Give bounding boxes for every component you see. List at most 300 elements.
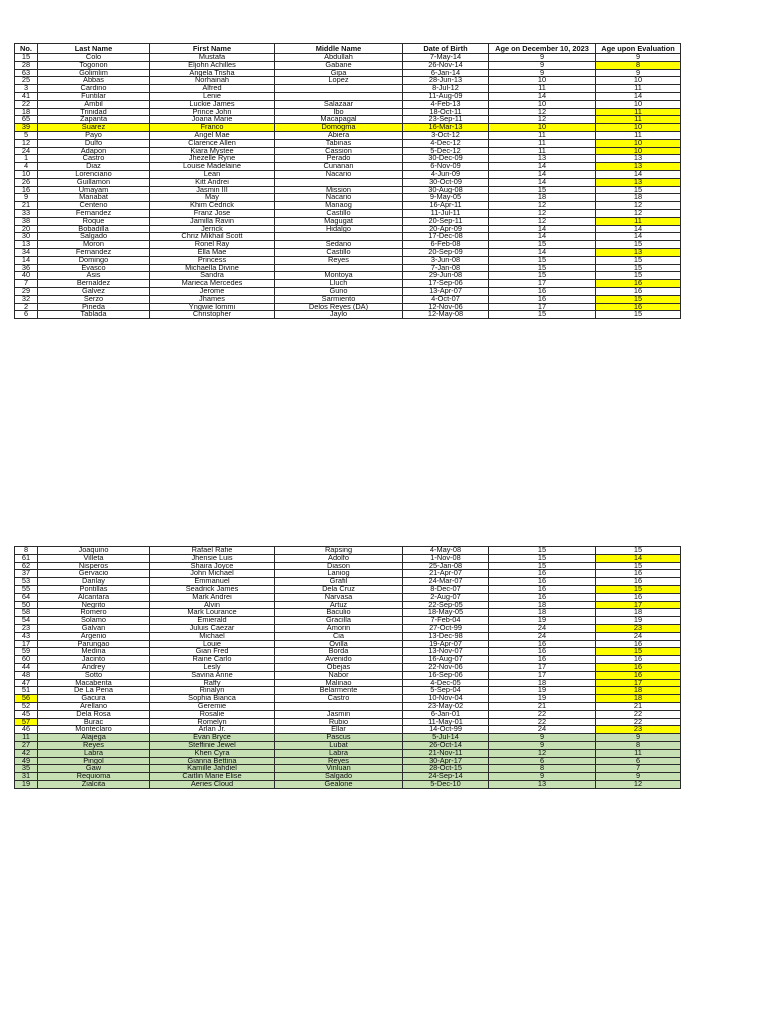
cell-first-name: Aeries Cloud	[150, 780, 275, 788]
cell-age-evaluation: 12	[596, 202, 681, 210]
cell-middle-name: Lopez	[275, 77, 403, 85]
cell-middle-name: Gabane	[275, 61, 403, 69]
cell-middle-name: Gipa	[275, 69, 403, 77]
cell-last-name: Asis	[38, 272, 150, 280]
table-row	[15, 640, 681, 648]
cell-last-name: De La Pena	[38, 687, 150, 695]
cell-age-evaluation: 22	[596, 710, 681, 718]
cell-date-of-birth: 29-Jun-08	[403, 272, 489, 280]
table-row	[15, 585, 681, 593]
cell-middle-name: Sarmiento	[275, 295, 403, 303]
cell-no: 52	[15, 702, 38, 710]
table-row	[15, 663, 681, 671]
cell-age-evaluation: 13	[596, 163, 681, 171]
cell-date-of-birth: 4-Oct-07	[403, 295, 489, 303]
cell-last-name: Nisperos	[38, 562, 150, 570]
cell-middle-name: Pascus	[275, 734, 403, 742]
cell-date-of-birth: 22-Sep-05	[403, 601, 489, 609]
table-row	[15, 241, 681, 249]
cell-age-evaluation: 16	[596, 280, 681, 288]
cell-date-of-birth: 6-Nov-09	[403, 163, 489, 171]
cell-age-dec-2023: 16	[489, 570, 596, 578]
table-row	[15, 116, 681, 124]
cell-age-dec-2023: 24	[489, 632, 596, 640]
table-row	[15, 92, 681, 100]
cell-middle-name: Labra	[275, 749, 403, 757]
table-row	[15, 687, 681, 695]
cell-age-evaluation: 16	[596, 640, 681, 648]
header-row	[15, 44, 681, 54]
cell-date-of-birth: 5-Sep-04	[403, 687, 489, 695]
cell-date-of-birth: 6-Jan-01	[403, 710, 489, 718]
cell-age-dec-2023: 16	[489, 640, 596, 648]
cell-first-name: Evan Bryce	[150, 734, 275, 742]
cell-age-evaluation: 18	[596, 194, 681, 202]
table-row	[15, 186, 681, 194]
header-no: No.	[15, 44, 38, 54]
cell-first-name: Michaella Divine	[150, 264, 275, 272]
header-age-dec-2023: Age on December 10, 2023	[489, 44, 596, 54]
cell-first-name: Seadrick James	[150, 585, 275, 593]
cell-last-name: Centeno	[38, 202, 150, 210]
cell-age-evaluation: 13	[596, 178, 681, 186]
table-row	[15, 264, 681, 272]
cell-age-evaluation: 15	[596, 585, 681, 593]
table-row	[15, 609, 681, 617]
header-date-of-birth: Date of Birth	[403, 44, 489, 54]
cell-age-evaluation: 16	[596, 287, 681, 295]
cell-age-evaluation: 19	[596, 617, 681, 625]
cell-date-of-birth: 11-May-01	[403, 718, 489, 726]
cell-age-evaluation: 10	[596, 147, 681, 155]
header-first-name: First Name	[150, 44, 275, 54]
cell-first-name: Jhames	[150, 295, 275, 303]
cell-middle-name: Nabor	[275, 671, 403, 679]
table-row	[15, 77, 681, 85]
table-row	[15, 656, 681, 664]
cell-age-evaluation: 10	[596, 100, 681, 108]
cell-age-dec-2023: 19	[489, 695, 596, 703]
cell-middle-name: Ellar	[275, 726, 403, 734]
table-row	[15, 632, 681, 640]
cell-first-name: Clarence Allen	[150, 139, 275, 147]
cell-age-evaluation: 11	[596, 217, 681, 225]
cell-last-name: Bobadilla	[38, 225, 150, 233]
cell-no: 37	[15, 570, 38, 578]
cell-age-evaluation: 15	[596, 241, 681, 249]
cell-middle-name: Gracilla	[275, 617, 403, 625]
cell-first-name: Jhensie Luis	[150, 554, 275, 562]
cell-age-dec-2023: 14	[489, 225, 596, 233]
cell-last-name: Togonon	[38, 61, 150, 69]
cell-age-dec-2023: 24	[489, 726, 596, 734]
cell-age-dec-2023: 14	[489, 163, 596, 171]
cell-date-of-birth: 7-May-14	[403, 54, 489, 62]
table-row	[15, 209, 681, 217]
cell-age-dec-2023: 12	[489, 217, 596, 225]
table-row	[15, 562, 681, 570]
cell-age-dec-2023: 24	[489, 624, 596, 632]
cell-age-evaluation: 18	[596, 687, 681, 695]
table-row	[15, 233, 681, 241]
table-row	[15, 202, 681, 210]
cell-middle-name: Hidalgo	[275, 225, 403, 233]
cell-middle-name	[275, 702, 403, 710]
cell-first-name: Sophia Bianca	[150, 695, 275, 703]
cell-no: 13	[15, 241, 38, 249]
cell-middle-name: Castillo	[275, 248, 403, 256]
table-row	[15, 702, 681, 710]
cell-age-evaluation: 13	[596, 248, 681, 256]
cell-age-dec-2023: 17	[489, 280, 596, 288]
cell-middle-name: Cia	[275, 632, 403, 640]
cell-age-evaluation: 23	[596, 726, 681, 734]
cell-first-name: Mark Andrei	[150, 593, 275, 601]
cell-date-of-birth: 13-Apr-07	[403, 287, 489, 295]
cell-age-evaluation: 15	[596, 264, 681, 272]
table-row	[15, 734, 681, 742]
cell-no: 59	[15, 648, 38, 656]
cell-no: 51	[15, 687, 38, 695]
cell-date-of-birth: 5-Dec-10	[403, 780, 489, 788]
cell-no: 58	[15, 609, 38, 617]
cell-no: 42	[15, 749, 38, 757]
cell-first-name: Arlan Jr.	[150, 726, 275, 734]
cell-age-dec-2023: 11	[489, 131, 596, 139]
cell-date-of-birth: 13-Nov-07	[403, 648, 489, 656]
cell-date-of-birth: 28-Oct-15	[403, 765, 489, 773]
cell-first-name: Rosalie	[150, 710, 275, 718]
cell-first-name: Lean	[150, 170, 275, 178]
cell-middle-name: Ovilla	[275, 640, 403, 648]
cell-no: 50	[15, 601, 38, 609]
cell-last-name: Pingol	[38, 757, 150, 765]
cell-age-dec-2023: 15	[489, 186, 596, 194]
table-row	[15, 108, 681, 116]
cell-no: 44	[15, 663, 38, 671]
cell-no: 20	[15, 225, 38, 233]
cell-age-evaluation: 14	[596, 92, 681, 100]
cell-last-name: Diaz	[38, 163, 150, 171]
cell-no: 33	[15, 209, 38, 217]
table-row	[15, 757, 681, 765]
cell-first-name: Princess	[150, 256, 275, 264]
cell-first-name: Lesly	[150, 663, 275, 671]
cell-no: 49	[15, 757, 38, 765]
cell-no: 5	[15, 131, 38, 139]
cell-age-evaluation: 15	[596, 295, 681, 303]
cell-first-name: Christopher	[150, 311, 275, 319]
cell-age-dec-2023: 15	[489, 264, 596, 272]
cell-middle-name: Guno	[275, 287, 403, 295]
cell-first-name: Eljohn Achilles	[150, 61, 275, 69]
cell-age-evaluation: 11	[596, 116, 681, 124]
cell-first-name: Louise Madelaine	[150, 163, 275, 171]
cell-no: 61	[15, 554, 38, 562]
cell-middle-name: Obejas	[275, 663, 403, 671]
cell-age-dec-2023: 11	[489, 147, 596, 155]
table-row	[15, 311, 681, 319]
cell-last-name: Lorenciano	[38, 170, 150, 178]
cell-date-of-birth: 24-Sep-14	[403, 773, 489, 781]
cell-age-evaluation: 17	[596, 679, 681, 687]
cell-last-name: Alajega	[38, 734, 150, 742]
cell-middle-name: Abiera	[275, 131, 403, 139]
cell-middle-name: Borda	[275, 648, 403, 656]
cell-age-dec-2023: 15	[489, 562, 596, 570]
cell-last-name: Manabat	[38, 194, 150, 202]
cell-date-of-birth: 12-Nov-06	[403, 303, 489, 311]
cell-last-name: Adapon	[38, 147, 150, 155]
cell-age-dec-2023: 15	[489, 256, 596, 264]
cell-no: 63	[15, 69, 38, 77]
student-table-bottom	[14, 546, 681, 789]
cell-age-dec-2023: 9	[489, 69, 596, 77]
cell-date-of-birth: 4-Jun-09	[403, 170, 489, 178]
cell-first-name: Jasmin III	[150, 186, 275, 194]
cell-middle-name: Belarmente	[275, 687, 403, 695]
cell-middle-name: Reyes	[275, 757, 403, 765]
cell-last-name: Medina	[38, 648, 150, 656]
cell-date-of-birth: 20-Sep-11	[403, 217, 489, 225]
cell-no: 36	[15, 264, 38, 272]
table-row	[15, 578, 681, 586]
cell-no: 31	[15, 773, 38, 781]
cell-no: 38	[15, 217, 38, 225]
cell-no: 16	[15, 186, 38, 194]
cell-age-evaluation: 15	[596, 272, 681, 280]
cell-middle-name: Domogma	[275, 124, 403, 132]
table-row	[15, 303, 681, 311]
cell-age-dec-2023: 9	[489, 773, 596, 781]
table-row	[15, 554, 681, 562]
cell-date-of-birth: 2-Aug-07	[403, 593, 489, 601]
cell-last-name: Umayam	[38, 186, 150, 194]
cell-no: 28	[15, 61, 38, 69]
cell-age-evaluation: 8	[596, 61, 681, 69]
cell-date-of-birth: 7-Feb-04	[403, 617, 489, 625]
table-row	[15, 248, 681, 256]
cell-date-of-birth: 17-Sep-06	[403, 280, 489, 288]
cell-no: 65	[15, 116, 38, 124]
cell-no: 43	[15, 632, 38, 640]
cell-age-dec-2023: 16	[489, 287, 596, 295]
table-row	[15, 178, 681, 186]
cell-age-evaluation: 15	[596, 547, 681, 555]
table-row	[15, 69, 681, 77]
table-row	[15, 194, 681, 202]
cell-no: 2	[15, 303, 38, 311]
cell-no: 12	[15, 139, 38, 147]
cell-last-name: Dulfo	[38, 139, 150, 147]
cell-no: 1	[15, 155, 38, 163]
cell-age-evaluation: 22	[596, 718, 681, 726]
cell-no: 57	[15, 718, 38, 726]
cell-last-name: Macabenta	[38, 679, 150, 687]
cell-age-dec-2023: 15	[489, 241, 596, 249]
cell-last-name: Requioma	[38, 773, 150, 781]
cell-no: 8	[15, 547, 38, 555]
cell-no: 48	[15, 671, 38, 679]
cell-middle-name: Lluch	[275, 280, 403, 288]
cell-first-name: Jerome	[150, 287, 275, 295]
cell-middle-name	[275, 233, 403, 241]
cell-age-evaluation: 14	[596, 554, 681, 562]
cell-first-name: Lenie	[150, 92, 275, 100]
cell-age-dec-2023: 15	[489, 554, 596, 562]
cell-age-evaluation: 16	[596, 663, 681, 671]
cell-last-name: Arellano	[38, 702, 150, 710]
cell-age-dec-2023: 14	[489, 170, 596, 178]
cell-last-name: Villeta	[38, 554, 150, 562]
cell-last-name: Suarez	[38, 124, 150, 132]
cell-first-name: Jamilla Ravin	[150, 217, 275, 225]
cell-age-evaluation: 14	[596, 233, 681, 241]
cell-last-name: Zialcita	[38, 780, 150, 788]
cell-no: 64	[15, 593, 38, 601]
cell-age-evaluation: 9	[596, 734, 681, 742]
cell-date-of-birth: 11-Jul-11	[403, 209, 489, 217]
cell-age-dec-2023: 11	[489, 85, 596, 93]
cell-age-evaluation: 8	[596, 741, 681, 749]
cell-no: 17	[15, 640, 38, 648]
cell-no: 25	[15, 77, 38, 85]
cell-first-name: Khim Cedrick	[150, 202, 275, 210]
cell-first-name: Chriz Mikhail Scott	[150, 233, 275, 241]
cell-age-dec-2023: 18	[489, 601, 596, 609]
table-row	[15, 695, 681, 703]
cell-first-name: Gian Fred	[150, 648, 275, 656]
cell-first-name: Romelyn	[150, 718, 275, 726]
table-row	[15, 280, 681, 288]
cell-middle-name: Tabinas	[275, 139, 403, 147]
cell-middle-name: Artuz	[275, 601, 403, 609]
cell-no: 60	[15, 656, 38, 664]
cell-date-of-birth: 26-Oct-14	[403, 741, 489, 749]
cell-middle-name: Dela Cruz	[275, 585, 403, 593]
cell-age-evaluation: 17	[596, 601, 681, 609]
cell-age-dec-2023: 15	[489, 547, 596, 555]
table-row	[15, 124, 681, 132]
cell-age-dec-2023: 16	[489, 585, 596, 593]
table-row	[15, 749, 681, 757]
cell-date-of-birth: 23-Sep-11	[403, 116, 489, 124]
cell-age-dec-2023: 21	[489, 702, 596, 710]
table-row	[15, 780, 681, 788]
cell-middle-name: Jaylo	[275, 311, 403, 319]
cell-date-of-birth: 3-Oct-12	[403, 131, 489, 139]
cell-first-name: John Michael	[150, 570, 275, 578]
cell-last-name: Tablada	[38, 311, 150, 319]
cell-age-evaluation: 11	[596, 749, 681, 757]
cell-age-evaluation: 9	[596, 773, 681, 781]
cell-last-name: Golimlim	[38, 69, 150, 77]
cell-first-name: Shaira Joyce	[150, 562, 275, 570]
cell-date-of-birth: 10-Nov-04	[403, 695, 489, 703]
cell-date-of-birth: 18-Oct-11	[403, 108, 489, 116]
cell-age-evaluation: 9	[596, 69, 681, 77]
cell-last-name: Argenio	[38, 632, 150, 640]
cell-first-name: Franz Jose	[150, 209, 275, 217]
cell-age-dec-2023: 12	[489, 209, 596, 217]
table-row	[15, 256, 681, 264]
cell-date-of-birth: 8-Dec-07	[403, 585, 489, 593]
table-body-bottom	[15, 547, 681, 789]
cell-last-name: Colo	[38, 54, 150, 62]
cell-age-evaluation: 15	[596, 186, 681, 194]
table-row	[15, 147, 681, 155]
cell-last-name: Guillamon	[38, 178, 150, 186]
cell-age-evaluation: 18	[596, 695, 681, 703]
table-row	[15, 295, 681, 303]
cell-last-name: Trinidad	[38, 108, 150, 116]
cell-age-dec-2023: 9	[489, 61, 596, 69]
table-row	[15, 225, 681, 233]
cell-first-name: Jerrick	[150, 225, 275, 233]
table-row	[15, 601, 681, 609]
cell-age-dec-2023: 16	[489, 593, 596, 601]
cell-age-dec-2023: 17	[489, 303, 596, 311]
cell-last-name: Funtilar	[38, 92, 150, 100]
cell-first-name: Norhainah	[150, 77, 275, 85]
cell-last-name: Moron	[38, 241, 150, 249]
cell-date-of-birth: 27-Oct-99	[403, 624, 489, 632]
cell-last-name: Labra	[38, 749, 150, 757]
cell-no: 10	[15, 170, 38, 178]
cell-age-dec-2023: 12	[489, 202, 596, 210]
cell-age-evaluation: 24	[596, 632, 681, 640]
cell-no: 35	[15, 765, 38, 773]
cell-middle-name: Jasmin	[275, 710, 403, 718]
cell-no: 55	[15, 585, 38, 593]
cell-last-name: Gaw	[38, 765, 150, 773]
cell-last-name: Gervacio	[38, 570, 150, 578]
table-row	[15, 648, 681, 656]
cell-first-name: Mark Lourance	[150, 609, 275, 617]
cell-last-name: Sotto	[38, 671, 150, 679]
cell-age-dec-2023: 22	[489, 710, 596, 718]
cell-age-dec-2023: 12	[489, 108, 596, 116]
cell-first-name: May	[150, 194, 275, 202]
cell-age-dec-2023: 16	[489, 578, 596, 586]
cell-first-name: Jhezelle Ryne	[150, 155, 275, 163]
cell-last-name: Castro	[38, 155, 150, 163]
cell-age-dec-2023: 14	[489, 248, 596, 256]
cell-age-dec-2023: 15	[489, 272, 596, 280]
cell-last-name: Jacinto	[38, 656, 150, 664]
cell-date-of-birth: 30-Dec-09	[403, 155, 489, 163]
cell-last-name: Ambil	[38, 100, 150, 108]
table-row	[15, 570, 681, 578]
student-table-top	[14, 43, 681, 319]
cell-last-name: Solamo	[38, 617, 150, 625]
cell-no: 6	[15, 311, 38, 319]
table-row	[15, 679, 681, 687]
cell-no: 47	[15, 679, 38, 687]
cell-last-name: Parungao	[38, 640, 150, 648]
cell-first-name: Kitt Andrei	[150, 178, 275, 186]
cell-no: 53	[15, 578, 38, 586]
cell-middle-name: Macapagal	[275, 116, 403, 124]
cell-first-name: Kiara Mystee	[150, 147, 275, 155]
cell-no: 22	[15, 100, 38, 108]
cell-last-name: Domingo	[38, 256, 150, 264]
cell-first-name: Michael	[150, 632, 275, 640]
cell-first-name: Emierald	[150, 617, 275, 625]
cell-age-dec-2023: 12	[489, 116, 596, 124]
table-row	[15, 765, 681, 773]
cell-age-evaluation: 16	[596, 656, 681, 664]
